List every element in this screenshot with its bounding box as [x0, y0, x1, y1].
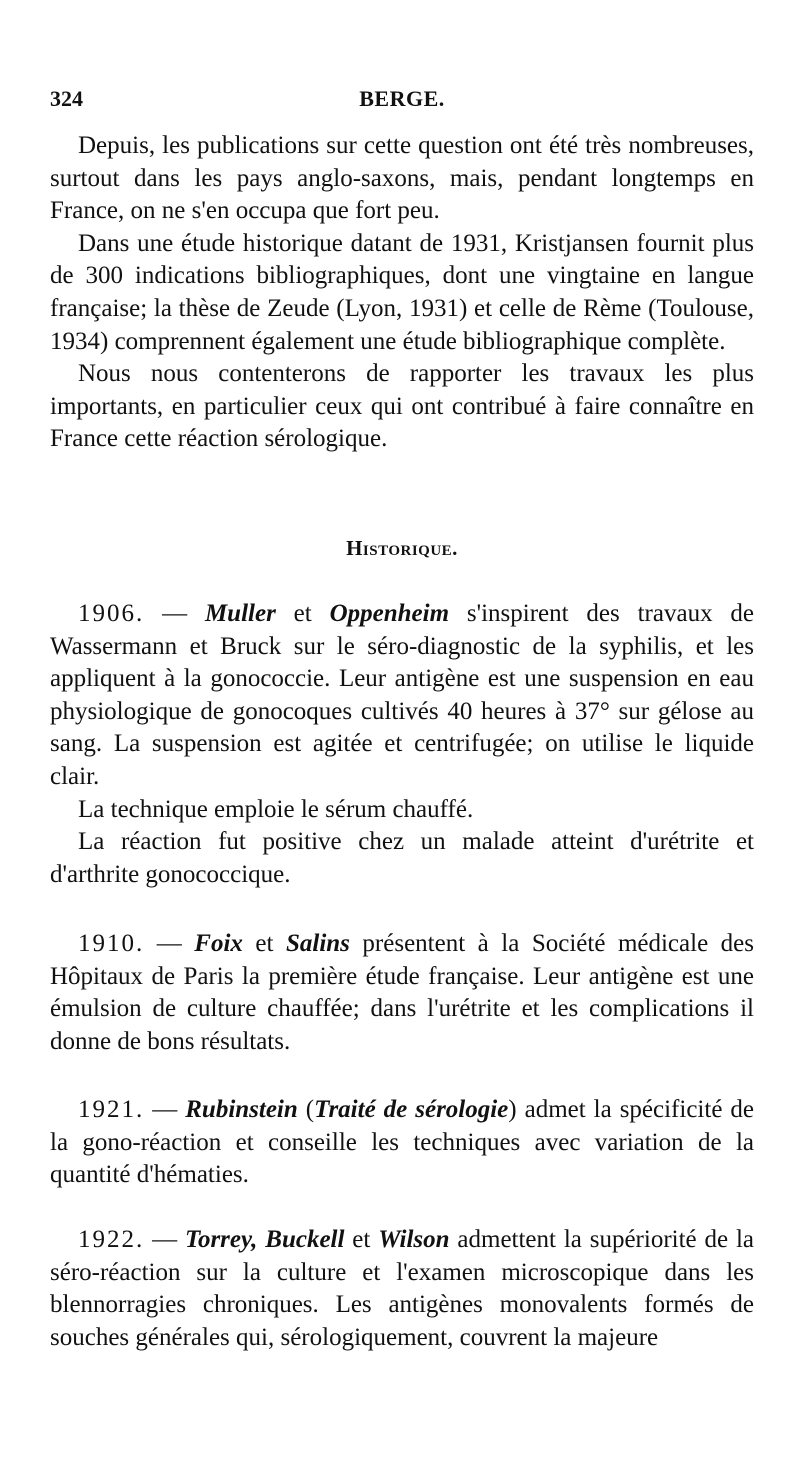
entry-connector: (: [297, 1096, 315, 1123]
history-entry: [50, 1224, 754, 1354]
entry-author: Foix: [194, 930, 243, 957]
entry-year: 1906.: [78, 600, 145, 627]
entry-1922: [50, 1224, 754, 1354]
section-title: Historique.: [346, 536, 458, 560]
intro-paragraph: Nous nous contenterons de rapporter les travaux les plus importants, en particulier ceux qui ont contribué à faire connaître en France cette réaction sérologique.: [50, 360, 754, 453]
intro-block: [50, 130, 754, 456]
entry-text: ) admet la spécificité de la gono-réaction et conseille les techniques avec variation de la quantité d'hématies.: [50, 1096, 754, 1189]
running-title: BERGE.: [359, 86, 445, 111]
entry-dash: —: [144, 600, 205, 627]
entry-connector: et: [344, 1226, 379, 1253]
entry-paragraph: La technique emploie le sérum chauffé.: [78, 795, 474, 823]
entry-year: 1910.: [78, 930, 145, 957]
entry-author: Oppenheim: [329, 600, 450, 627]
entry-1906: [50, 598, 754, 891]
intro-paragraph: Depuis, les publications sur cette question ont été très nombreuses, surtout dans les pays anglo-saxons, mais, pendant longtemps en France, on ne s'en occupa que fort peu.: [50, 132, 754, 225]
entry-text: s'inspirent des travaux de Wassermann et Bruck sur le séro-diagnostic de la syphilis, et les appliquent à la gonococcie. Leur antigène est une suspension en eau physiologique de gonocoques cultivés 40 heures à 37° sur gélose au sang. La suspension est agitée et centrifugée; on utilise le liquide clair.: [50, 600, 755, 790]
entry-author: Torrey, Buckell: [184, 1226, 345, 1253]
running-head: [50, 86, 754, 116]
history-entry: [50, 928, 754, 1058]
entry-text: admettent la supériorité de la séro-réaction sur la culture et l'examen microscopique dans les blennorragies chroniques. Les antigènes monovalents formés de souches générales qui, sérologiquement, couvrent la majeure: [50, 1226, 754, 1351]
entry-1910: [50, 928, 754, 1058]
entry-dash: —: [144, 1226, 185, 1253]
entry-author: Muller: [204, 600, 276, 627]
entry-dash: —: [144, 1096, 186, 1123]
entry-connector: et: [275, 600, 330, 627]
entry-connector: et: [242, 930, 286, 957]
entry-paragraph: La réaction fut positive chez un malade atteint d'urétrite et d'arthrite gonococcique.: [50, 828, 754, 888]
entry-dash: —: [144, 930, 195, 957]
entry-year: 1921.: [78, 1096, 145, 1123]
intro-paragraph: Dans une étude historique datant de 1931, Kristjansen fournit plus de 300 indications bibliographiques, dont une vingtaine en langue française; la thèse de Zeude (Lyon, 1931) et celle de Rème (Toulouse, 1934) comprennent également une étude bibliographique complète.: [50, 229, 754, 355]
entry-author: Wilson: [378, 1226, 450, 1253]
entry-author: Rubinstein: [185, 1096, 298, 1123]
history-entry: [50, 598, 754, 794]
entry-1921: [50, 1094, 754, 1192]
history-entry: [50, 1094, 754, 1192]
entry-year: 1922.: [78, 1226, 145, 1253]
entry-text: présentent à la Société médicale des Hôpitaux de Paris la première étude française. Leur antigène est une émulsion de culture chauffée; dans l'urétrite et les complications il donne de bons résultats.: [50, 930, 755, 1055]
entry-author: Salins: [285, 930, 350, 957]
page-number: 324: [50, 86, 83, 111]
entry-book-title: Traité de sérologie: [314, 1096, 509, 1123]
